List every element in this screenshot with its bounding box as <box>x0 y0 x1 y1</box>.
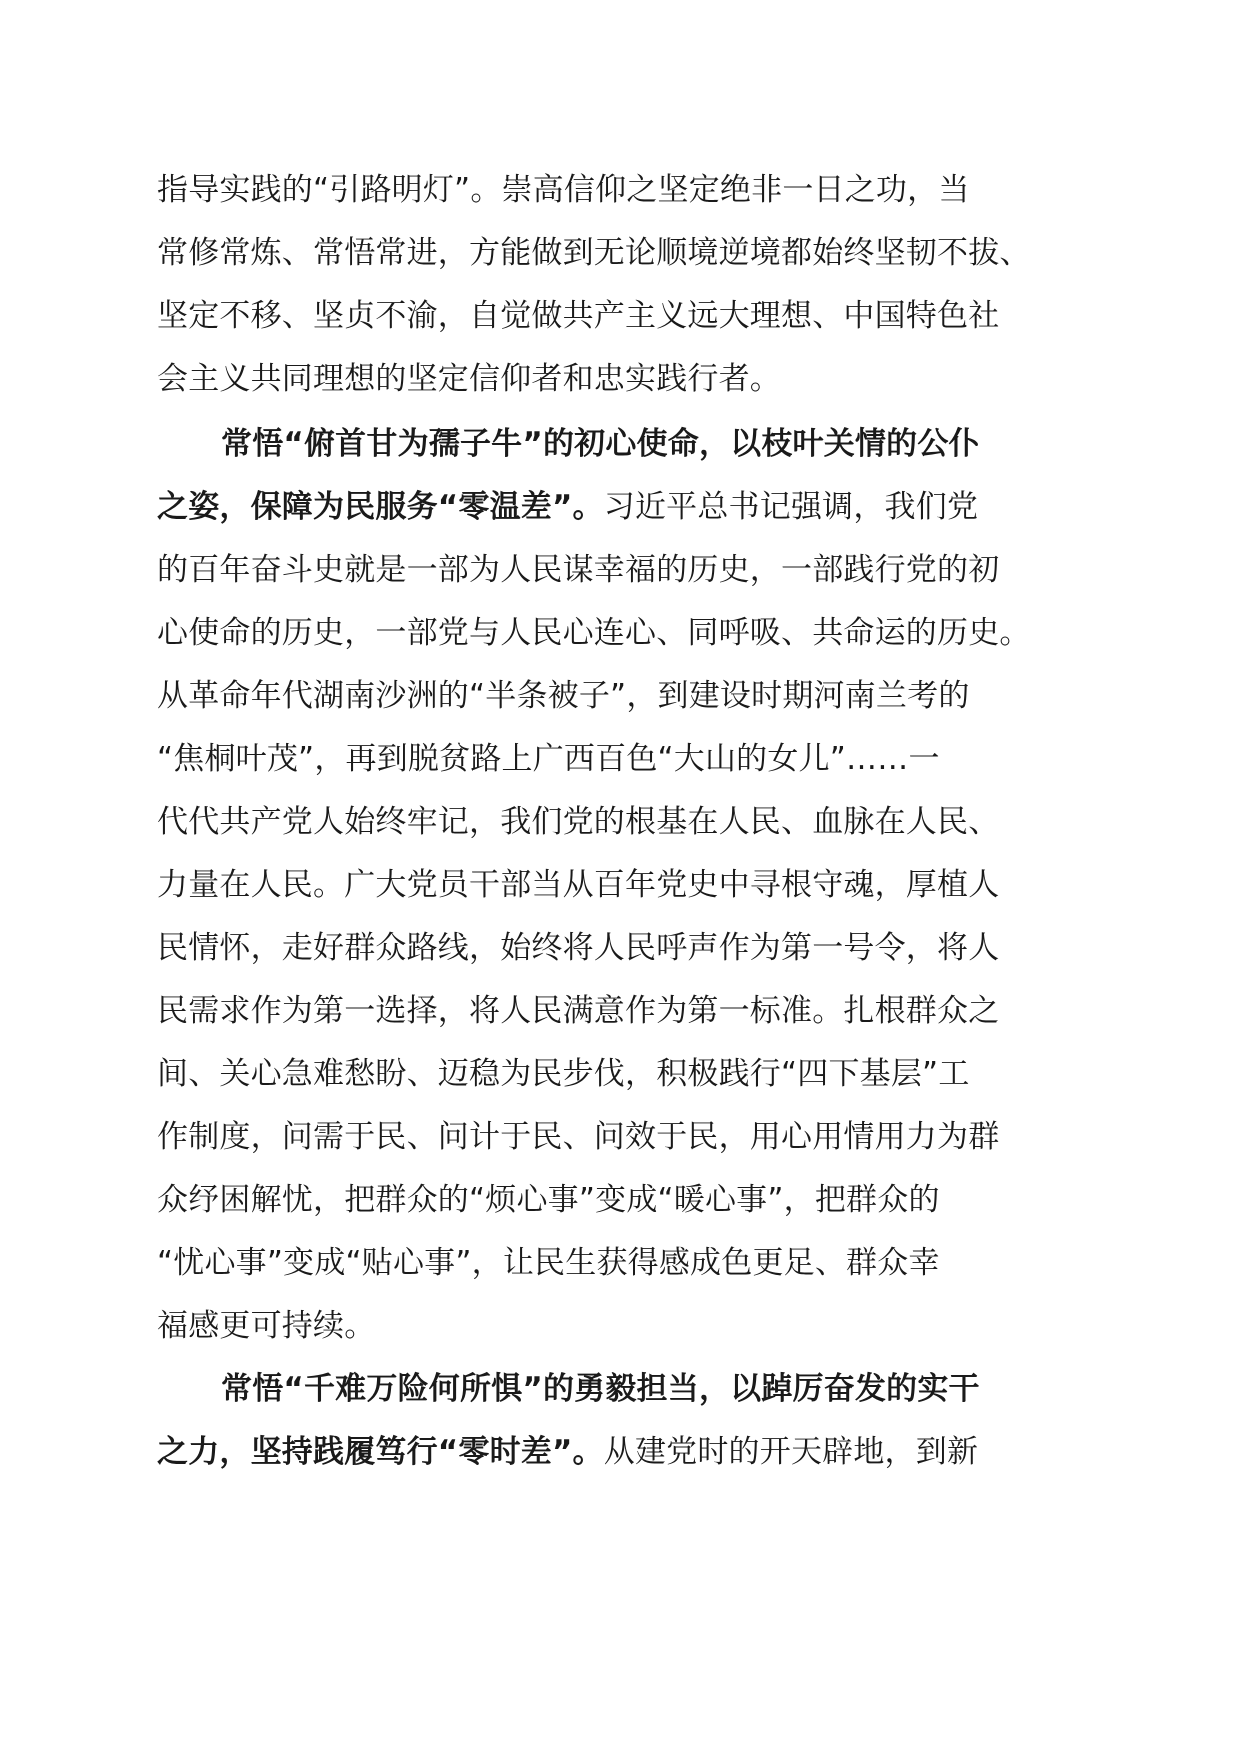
paragraph-2-line-13: 众纾困解忧，把群众的“烦心事”变成“暖心事”，把群众的 <box>157 1182 940 1218</box>
paragraph-3-line-2 <box>157 1422 1087 1482</box>
paragraph-2-line-6: “焦桐叶茂”，再到脱贫路上广西百色“大山的女儿”……一 <box>157 741 940 777</box>
paragraph-2-line-2-rest: 习近平总书记强调，我们党 <box>603 489 979 525</box>
paragraph-1-line-3: 坚定不移、坚贞不渝，自觉做共产主义远大理想、中国特色社 <box>157 298 1000 334</box>
paragraph-3-line-2-rest: 从建党时的开天辟地，到新 <box>603 1434 979 1470</box>
paragraph-1-line-1: 指导实践的“引路明灯”。崇高信仰之坚定绝非一日之功，当 <box>157 172 970 208</box>
paragraph-2-line-11: 间、关心急难愁盼、迈稳为民步伐，积极践行“四下基层”工 <box>157 1056 970 1092</box>
paragraph-2-line-9: 民情怀，走好群众路线，始终将人民呼声作为第一号令，将人 <box>157 930 1000 966</box>
paragraph-3-heading-line-1: 常悟“千难万险何所惧”的勇毅担当，以踔厉奋发的实干 <box>221 1371 980 1407</box>
paragraph-3-heading-line-2: 之力，坚持践履笃行“零时差”。 <box>157 1434 604 1470</box>
paragraph-1-line-4: 会主义共同理想的坚定信仰者和忠实践行者。 <box>157 361 781 397</box>
paragraph-2-line-12: 作制度，问需于民、问计于民、问效于民，用心用情用力为群 <box>157 1119 1000 1155</box>
paragraph-2-line-8: 力量在人民。广大党员干部当从百年党史中寻根守魂，厚植人 <box>157 867 1000 903</box>
paragraph-1-line-2: 常修常炼、常悟常进，方能做到无论顺境逆境都始终坚韧不拔、 <box>157 235 1031 271</box>
paragraph-2-heading-line-2: 之姿，保障为民服务“零温差”。 <box>157 489 604 525</box>
paragraph-2-heading-line-1: 常悟“俯首甘为孺子牛”的初心使命，以枝叶关情的公仆 <box>221 426 980 462</box>
paragraph-2-line-5: 从革命年代湖南沙洲的“半条被子”，到建设时期河南兰考的 <box>157 678 970 714</box>
paragraph-2-line-7: 代代共产党人始终牢记，我们党的根基在人民、血脉在人民、 <box>157 804 1000 840</box>
paragraph-2-line-15: 福感更可持续。 <box>157 1308 376 1344</box>
paragraph-2-line-3: 的百年奋斗史就是一部为人民谋幸福的历史，一部践行党的初 <box>157 552 1000 588</box>
paragraph-2-line-14: “忧心事”变成“贴心事”，让民生获得感成色更足、群众幸 <box>157 1245 940 1281</box>
paragraph-2-line-4: 心使命的历史，一部党与人民心连心、同呼吸、共命运的历史。 <box>157 615 1031 651</box>
paragraph-2-line-10: 民需求作为第一选择，将人民满意作为第一标准。扎根群众之 <box>157 993 1000 1029</box>
paragraph-2-line-2 <box>157 477 1087 537</box>
